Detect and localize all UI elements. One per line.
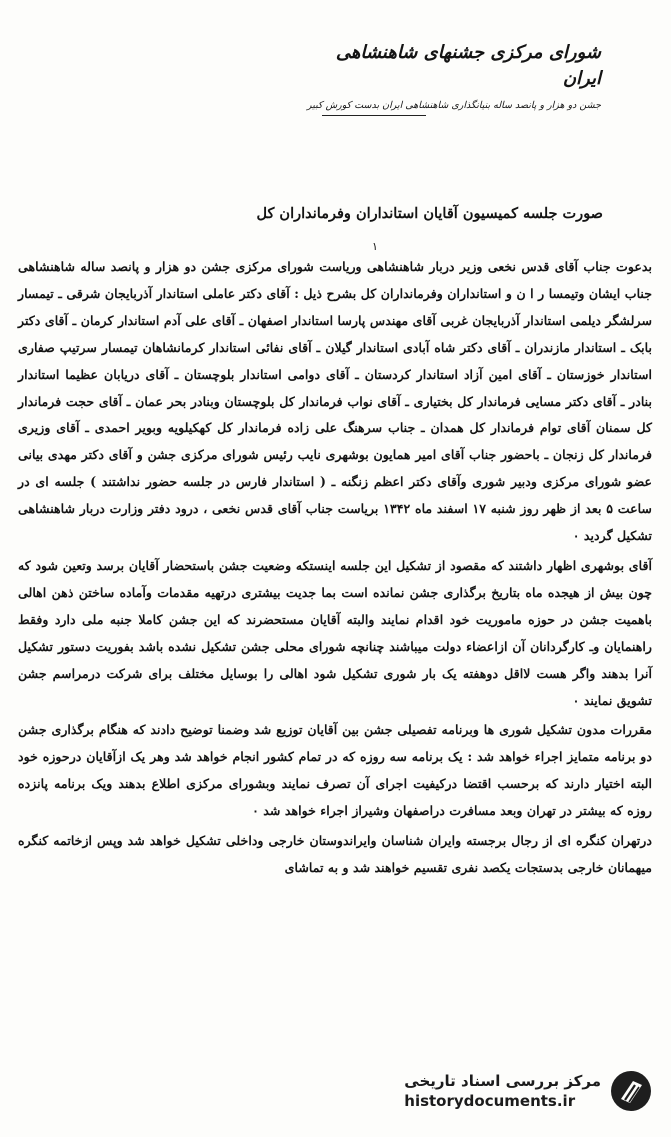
paragraph-statement: آقای بوشهری اظهار داشتند که مقصود از تشکیل این جلسه اینستکه وضعیت جشن باستحضار آقایان برسد وتعین شود که چون بیش از هیجده ماه بتاریخ برگذاری جشن نمانده است بما جدیت بیشتری درتهیه مقدمات وآماده ساختن ذهن اهالی باهمیت جشن در حوزه ماموریت خود اقدام نمایند والبته آقایان مستحضرند که این جشن کاملا جنبه ملی دارد وفقط راهنمایان وـ کارگردانان آن ازاعضاء دولت میباشند چنانچه شورای محلی جشن تشکیل نشده باشد بفوریت دستور تشکیل آنرا بدهند واگر هست لااقل دوهفته یک بار شوری تشکیل شود اهالی را بوسایل مختلف برای شرکت درمراسم جشن تشویق نمایند ۰ <box>18 557 652 708</box>
organization-name: شورای مرکزی جشنهای شاهنشاهی ایران <box>335 42 601 89</box>
header-divider <box>322 115 426 116</box>
archive-seal-icon <box>609 1069 653 1113</box>
page-mark: ۱ <box>372 240 378 253</box>
document-title: صورت جلسه کمیسیون آقایان استانداران وفرمانداران کل <box>256 205 603 222</box>
watermark-org-name: مرکز بررسی اسناد تاریخی <box>404 1072 601 1090</box>
paragraph-programs: مقررات مدون تشکیل شوری ها وبرنامه تفصیلی جشن بین آقایان توزیع شد وضمنا توضیح دادند که هنگام برگذاری جشن دو برنامه متمایز اجراء خواهد شد : یک برنامه سه روزه که در تمام کشور انجام خواهد شد وهر یک ازآقایان درحوزه خود البته اختیار دارند که برحسب اقتضا درکیفیت اجرای آن تصرف نمایند وبشورای مرکزی اطلاع بدهند ویک برنامه پانزده روزه که بیشتر در تهران وبعد مسافرت دراصفهان وشیراز اجراء خواهد شد ۰ <box>18 722 652 819</box>
organization-subtitle: جشن دو هزار و پانصد ساله بنیانگذاری شاهنشاهی ایران بدست کورش کبیر <box>307 100 601 111</box>
document-body <box>18 254 652 882</box>
watermark-url: historydocuments.ir <box>404 1092 576 1110</box>
paragraph-attendance: بدعوت جناب آقای قدس نخعی وزیر دربار شاهنشاهی وریاست شورای مرکزی جشن دو هزار و پانصد ساله شاهنشاهی جناب ایشان وتیمسا ر ا ن و استانداران وفرمانداران کل بشرح ذیل : آقای دکتر عاملی استاندار آذربایجان شرقی ـ تیمسار سرلشگر دیلمی استاندار آذربایجان غربی آقای مهندس پارسا استاندار اصفهان ـ آقای علی آدم استاندار کرمان ـ آقای دکتر بابک ـ استاندار مازندران ـ آقای دکتر شاه آبادی استاندار گیلان ـ آقای نفائی استاندار کرمانشاهان تیمسار سرتیپ صفاری استاندار خوزستان ـ آقای امین آزاد استاندار کردستان ـ آقای دوامی استاندار بلوچستان ـ آقای دریابان عظیما استاندار بنادر ـ آقای دکتر مسایی فرماندار کل بختیاری ـ آقای نواب فرماندار کل بلوچستان وبنادر بحر عمان ـ آقای حجت فرماندار کل سمنان آقای توام فرماندار کل همدان ـ جناب سرهنگ علی زاده فرماندار کل کهکیلویه وبویر احمدی ـ آقای وزیری فرماندار کل زنجان ـ باحضور جناب آقای امیر همایون بوشهری نایب رئیس شورای مرکزی جشن و آقای دکتر مهدی بیانی عضو شورای مرکزی ودبیر شوری وآقای دکتر اعظم زنگنه ـ ( استاندار فارس در جلسه حضور نداشتند ) جلسه ای در ساعت ۵ بعد از ظهر روز شنبه ۱۷ اسفند ماه ۱۳۴۲ بریاست جناب آقای قدس نخعی ، درود دفتر وزارت دربار شاهنشاهی تشکیل گردید ۰ <box>18 259 652 544</box>
watermark <box>404 1061 653 1121</box>
letterhead <box>301 40 601 114</box>
paragraph-congress: درتهران کنگره ای از رجال برجسته وایران شناسان وایراندوستان خارجی وداخلی تشکیل خواهد شد وپس ازخاتمه کنگره میهمانان خارجی بدستجات یکصد نفری تقسیم خواهند شد و به تماشای <box>18 833 652 875</box>
watermark-text <box>404 1071 601 1111</box>
